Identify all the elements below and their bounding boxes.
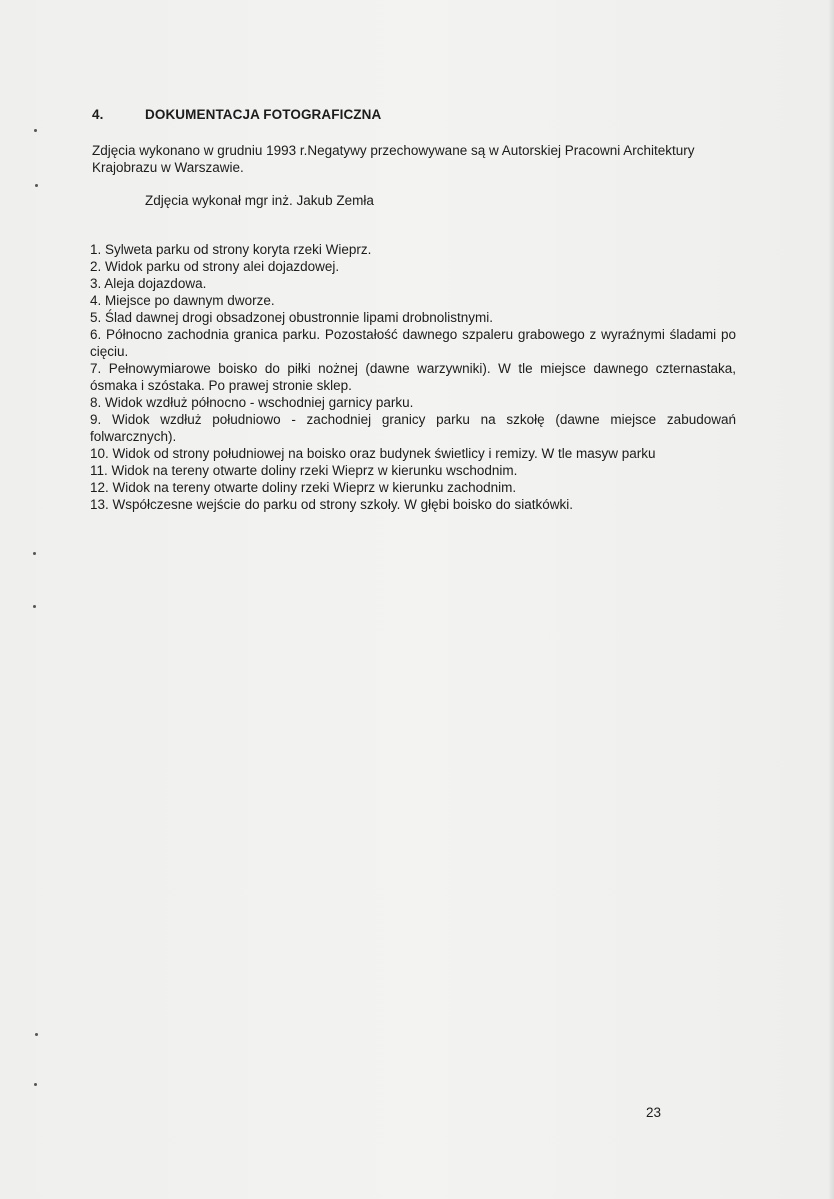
- section-number: 4.: [92, 107, 104, 122]
- list-item: 11. Widok na tereny otwarte doliny rzeki Wieprz w kierunku wschodnim.: [90, 463, 518, 478]
- photo-author-line: Zdjęcia wykonał mgr inż. Jakub Zemła: [145, 193, 374, 208]
- intro-paragraph: Zdjęcia wykonano w grudniu 1993 r.Negatywy przechowywane są w Autorskiej Pracowni Architektury Krajobrazu w Warszawie.: [92, 143, 695, 175]
- list-item: 2. Widok parku od strony alei dojazdowej.: [90, 259, 340, 274]
- list-item: 7. Pełnowymiarowe boisko do piłki nożnej (dawne warzywniki). W tle miejsce dawnego czternastaka, ósmaka i szóstaka. Po prawej stronie sklep.: [90, 361, 736, 393]
- list-item: 1. Sylweta parku od strony koryta rzeki Wieprz.: [90, 242, 372, 257]
- page-number: 23: [646, 1105, 662, 1120]
- section-title: DOKUMENTACJA FOTOGRAFICZNA: [145, 107, 382, 122]
- scan-speck: [33, 605, 36, 608]
- scan-speck: [35, 184, 38, 187]
- scan-speck: [34, 1083, 37, 1086]
- list-item: 6. Północno zachodnia granica parku. Pozostałość dawnego szpaleru grabowego z wyraźnymi śladami po cięciu.: [90, 327, 736, 359]
- list-item: 12. Widok na tereny otwarte doliny rzeki Wieprz w kierunku zachodnim.: [90, 480, 517, 495]
- page-edge-shadow: [828, 0, 834, 1199]
- list-item: 8. Widok wzdłuż północno - wschodniej garnicy parku.: [90, 395, 414, 410]
- section-heading: [92, 107, 381, 122]
- scan-speck: [34, 129, 37, 132]
- scan-speck: [35, 1033, 38, 1036]
- list-item: 13. Współczesne wejście do parku od strony szkoły. W głębi boisko do siatkówki.: [90, 497, 573, 512]
- list-item: 5. Ślad dawnej drogi obsadzonej obustronnie lipami drobnolistnymi.: [90, 310, 493, 325]
- list-item: 4. Miejsce po dawnym dworze.: [90, 293, 275, 308]
- list-item: 9. Widok wzdłuż południowo - zachodniej granicy parku na szkołę (dawne miejsce zabudowań folwarcznych).: [90, 412, 736, 444]
- list-item: 10. Widok od strony południowej na boisko oraz budynek świetlicy i remizy. W tle masyw parku: [90, 446, 656, 461]
- photo-list: [90, 241, 736, 513]
- list-item: 3. Aleja dojazdowa.: [90, 276, 207, 291]
- scan-speck: [33, 552, 36, 555]
